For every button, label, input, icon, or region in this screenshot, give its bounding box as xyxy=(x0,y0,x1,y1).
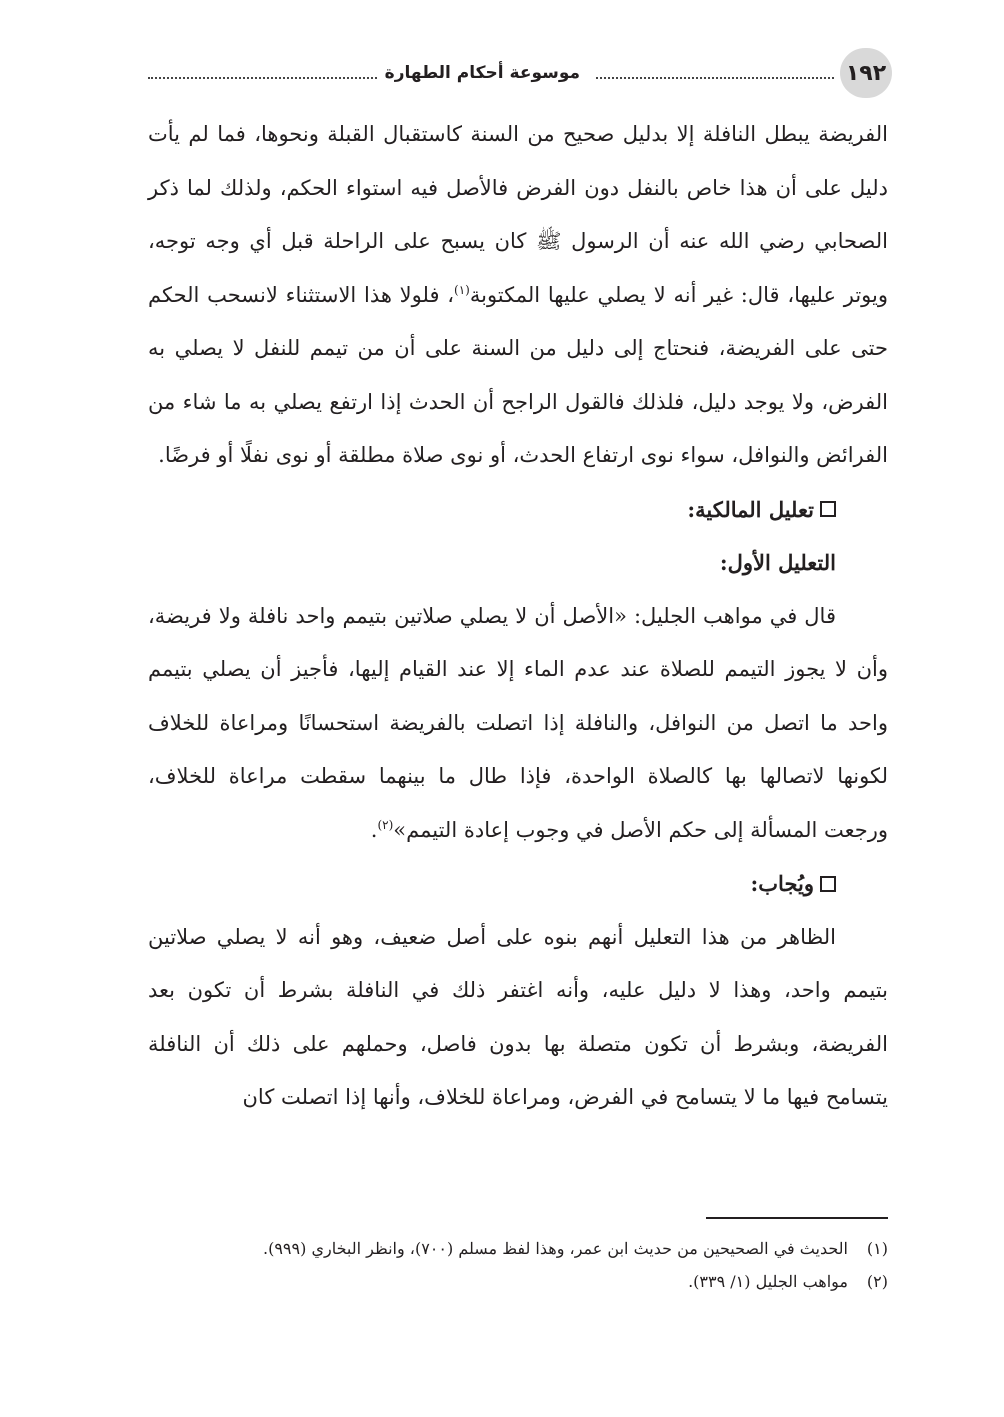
footnote-2 xyxy=(148,1265,888,1298)
heading-response xyxy=(148,857,888,911)
footnote-ref-2[interactable]: (٢) xyxy=(377,817,394,832)
paragraph-3: الظاهر من هذا التعليل أنهم بنوه على أصل ضعيف، وهو أنه لا يصلي صلاتين بتيمم واحد، وهذا لا دليل عليه، وأنه اغتفر ذلك في النافلة بشرط أن تكون بعد الفريضة، وبشرط أن تكون متصلة بها بدون فاصل، وحملهم على ذلك أن النافلة يتسامح فيها ما لا يتسامح في الفرض، ومراعاة للخلاف، وأنها إذا اتصلت كان xyxy=(148,924,888,1109)
heading-1-text: تعليل المالكية: xyxy=(687,496,814,522)
heading-first-reasoning: التعليل الأول: xyxy=(719,550,836,575)
paragraph-1-text: الفريضة يبطل النافلة إلا بدليل صحيح من السنة كاستقبال القبلة ونحوها، فما لم يأت دليل على أن هذا خاص بالنفل دون الفرض فالأصل فيه استواء الحكم، ولذلك لما ذكر الصحابي رضي الله عنه أن الرسول ﷺ كان يسبح على الراحلة قبل أي وجه توجه، ويوتر عليها، قال: غير أنه لا يصلي عليها المكتوبة xyxy=(148,122,889,307)
page-header xyxy=(148,48,892,98)
footnote-separator xyxy=(706,1217,888,1219)
page-number: ١٩٢ xyxy=(840,48,892,98)
paragraph-2 xyxy=(148,590,888,858)
square-bullet-icon xyxy=(820,876,836,892)
footnote-number: (٢) xyxy=(866,1272,888,1291)
footnotes xyxy=(148,1232,888,1298)
square-bullet-icon xyxy=(820,501,836,517)
paragraph-2-text: قال في مواهب الجليل: «الأصل أن لا يصلي صلاتين بتيمم واحد نافلة ولا فريضة، وأن لا يجوز التيمم للصلاة عند عدم الماء إلا عند القيام إليها، فأجيز أن يصلي بتيمم واحد ما اتصل من النوافل، والنافلة إذا اتصلت بالفريضة استحسانًا ومراعاة للخلاف لكونها لاتصالها بها كالصلاة الواحدة، فإذا طال ما بينهما سقطت مراعاة للخلاف، ورجعت المسألة إلى حكم الأصل في وجوب إعادة التيمم» xyxy=(148,603,888,842)
footnote-1 xyxy=(148,1232,888,1265)
footnote-text: الحديث في الصحيحين من حديث ابن عمر، وهذا لفظ مسلم (٧٠٠)، وانظر البخاري (٩٩٩). xyxy=(263,1239,848,1258)
footnote-ref-1[interactable]: (١) xyxy=(454,282,470,297)
running-title: موسوعة أحكام الطهارة xyxy=(384,63,580,83)
page-body xyxy=(148,108,888,1125)
paragraph-2-end: . xyxy=(370,817,378,842)
header-dotted-leader xyxy=(596,77,834,79)
paragraph-1 xyxy=(148,108,888,483)
header-dotted-leader-left xyxy=(148,77,377,79)
paragraph-1-rest: ، فلولا هذا الاستثناء لانسحب الحكم حتى على الفريضة، فنحتاج إلى دليل من السنة على أن من تيمم للنفل لا يصلي به الفرض، ولا يوجد دليل، فلذلك فالقول الراجح أن الحدث إذا ارتفع يصلي به ما شاء من الفرائض والنوافل، سواء نوى ارتفاع الحدث، أو نوى صلاة مطلقة أو نوى نفلًا أو فرضًا. xyxy=(148,282,888,467)
heading-3-text: ويُجاب: xyxy=(750,871,814,896)
footnote-number: (١) xyxy=(866,1239,888,1258)
heading-maliki-reasoning xyxy=(148,483,888,537)
footnote-text: مواهب الجليل (١/ ٣٣٩). xyxy=(688,1272,848,1291)
